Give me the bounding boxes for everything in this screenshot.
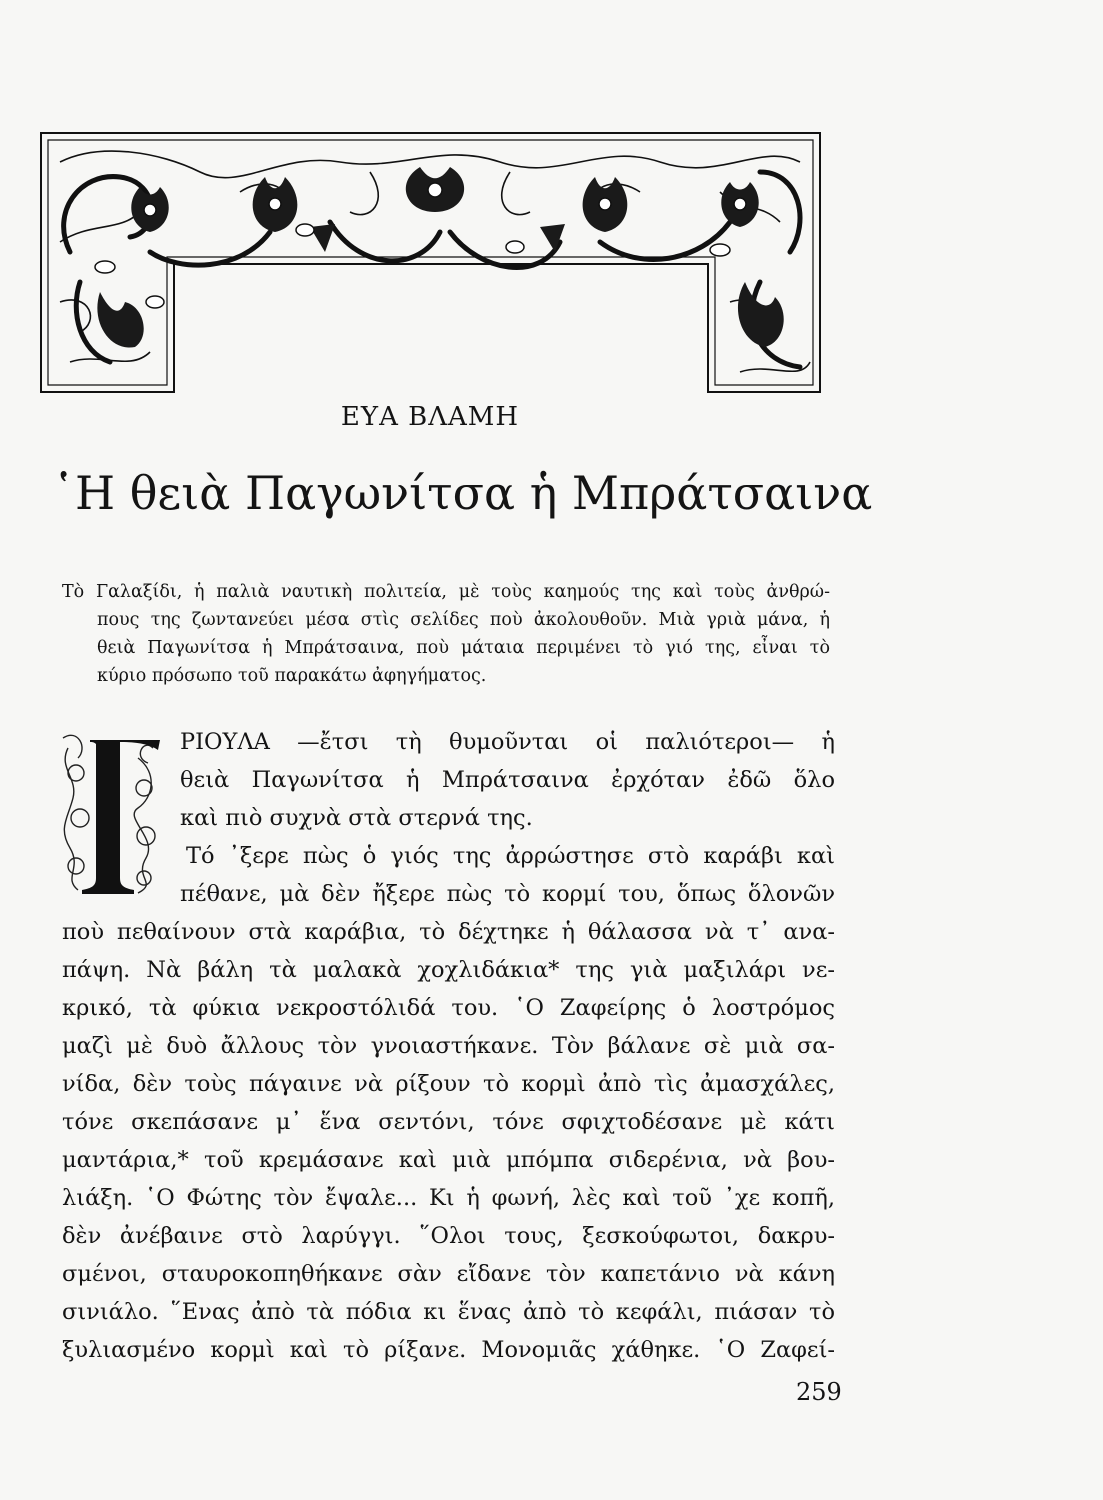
- drop-cap-ornament: [58, 718, 166, 896]
- body-line: μαζὶ μὲ δυὸ ἄλλους τὸν γνοιαστήκανε. Τὸν βάλανε σὲ μιὰ σα-: [62, 1033, 835, 1059]
- body-line: σινιάλο. ῞Ενας ἀπὸ τὰ πόδια κι ἕνας ἀπὸ τὸ κεφάλι, πιάσαν τὸ: [62, 1299, 835, 1325]
- intro-line: πους της ζωντανεύει μέσα στὶς σελίδες ποὺ ἀκολουθοῦν. Μιὰ γριὰ μάνα, ἡ: [97, 610, 830, 630]
- intro-line: κύριο πρόσωπο τοῦ παρακάτω ἀφηγήματος.: [97, 666, 487, 686]
- body-line: πάψη. Νὰ βάλη τὰ μαλακὰ χοχλιδάκια* της γιὰ μαξιλάρι νε-: [62, 957, 835, 983]
- ornamental-header-frame: [40, 132, 821, 394]
- intro-line: θειὰ Παγωνίτσα ἡ Μπράτσαινα, ποὺ μάταια περιμένει τὸ γιό της, εἶναι τὸ: [97, 638, 830, 658]
- body-line: μαντάρια,* τοῦ κρεμάσανε καὶ μιὰ μπόμπα σιδερένια, νὰ βου-: [62, 1147, 835, 1173]
- drop-cap: [58, 718, 166, 896]
- page-number: 259: [796, 1378, 842, 1406]
- body-line: καὶ πιὸ συχνὰ στὰ στερνά της.: [180, 805, 533, 831]
- body-line: νίδα, δὲν τοὺς πάγαινε νὰ ρίξουν τὸ κορμὶ ἀπὸ τὶς ἀμασχάλες,: [62, 1071, 835, 1097]
- body-line: δὲν ἀνέβαινε στὸ λαρύγγι. ῞Ολοι τους, ξεσκούφωτοι, δακρυ-: [62, 1223, 835, 1249]
- story-title: ῾Η θειὰ Παγωνίτσα ἡ Μπράτσαινα: [52, 466, 873, 520]
- body-line: κρικό, τὰ φύκια νεκροστόλιδά του. ῾Ο Ζαφείρης ὁ λοστρόμος: [62, 995, 835, 1021]
- body-line: θειὰ Παγωνίτσα ἡ Μπράτσαινα ἐρχόταν ἐδῶ ὅλο: [180, 767, 835, 793]
- introduction: [62, 578, 830, 690]
- body-line: ΡΙΟΥΛΑ —ἔτσι τὴ θυμοῦνται οἱ παλιότεροι— ἡ: [180, 729, 835, 755]
- body-line: ποὺ πεθαίνουν στὰ καράβια, τὸ δέχτηκε ἡ θάλασσα νὰ τ᾽ ανα-: [62, 919, 835, 945]
- intro-line: Τὸ Γαλαξίδι, ἡ παλιὰ ναυτικὴ πολιτεία, μὲ τοὺς καημούς της καὶ τοὺς ἀνθρώ-: [62, 582, 830, 602]
- body-line: σμένοι, σταυροκοπηθήκανε σὰν εἴδανε τὸν καπετάνιο νὰ κάνη: [62, 1261, 835, 1287]
- body-line: ξυλιασμένο κορμὶ καὶ τὸ ρίξανε. Μονομιᾶς χάθηκε. ῾Ο Ζαφεί-: [62, 1337, 835, 1363]
- body-line: πέθανε, μὰ δὲν ἤξερε πὼς τὸ κορμί του, ὅπως ὅλονῶν: [180, 881, 835, 907]
- author-name: ΕΥΑ ΒΛΑΜΗ: [340, 402, 520, 432]
- body-line: τόνε σκεπάσανε μ᾽ ἕνα σεντόνι, τόνε σφιχτοδέσανε μὲ κάτι: [62, 1109, 835, 1135]
- body-line: λιάξη. ῾Ο Φώτης τὸν ἔψαλε... Κι ἡ φωνή, λὲς καὶ τοῦ ᾽χε κοπῆ,: [62, 1185, 835, 1211]
- body-line: Τό ᾽ξερε πὼς ὁ γιός της ἀρρώστησε στὸ καράβι καὶ: [186, 843, 835, 869]
